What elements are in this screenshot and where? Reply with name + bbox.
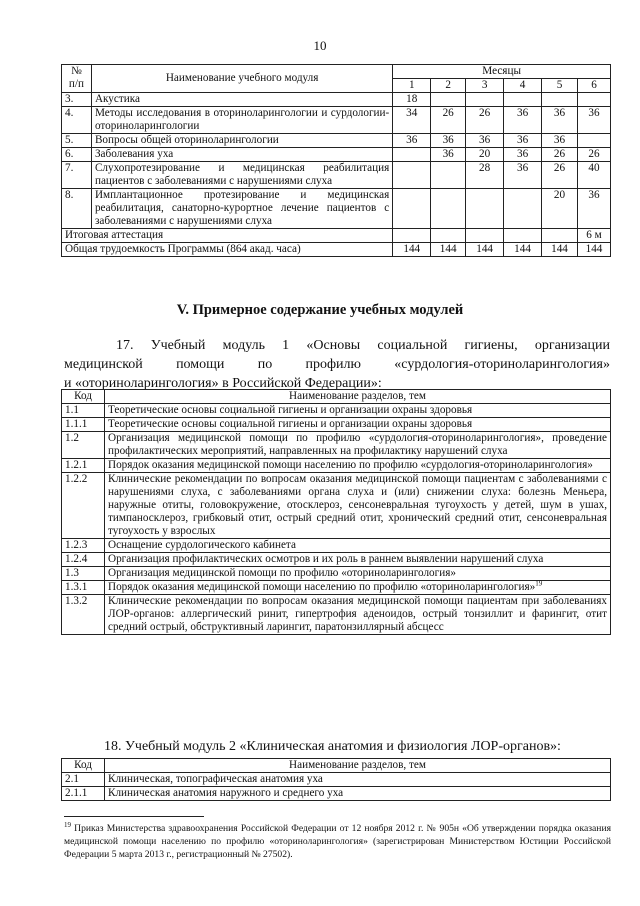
topic-code: 1.2.1 bbox=[62, 459, 105, 473]
table-row bbox=[62, 567, 611, 581]
hours-cell: 26 bbox=[542, 148, 578, 162]
hours-cell: 20 bbox=[542, 189, 578, 229]
hours-cell: 40 bbox=[577, 162, 610, 189]
hours-cell: 36 bbox=[431, 134, 466, 148]
topic-name bbox=[105, 459, 611, 473]
topic-code: 1.1.1 bbox=[62, 418, 105, 432]
hours-cell: 36 bbox=[504, 134, 542, 148]
table-row bbox=[62, 553, 611, 567]
row-number: 5. bbox=[62, 134, 92, 148]
topic-code: 1.3.2 bbox=[62, 595, 105, 635]
module-name: Имплантационное протезирование и медицинская реабилитация, санаторно-курортное лечение пациентов с заболеваниями с нарушениями слуха bbox=[91, 189, 392, 229]
module-schedule-table bbox=[61, 64, 611, 257]
month-header: 2 bbox=[431, 79, 466, 93]
footnote-mark: 19 bbox=[64, 820, 71, 829]
topic-code: 1.2 bbox=[62, 432, 105, 459]
page-number: 10 bbox=[313, 38, 327, 53]
module-name: Вопросы общей оториноларингологии bbox=[91, 134, 392, 148]
hours-cell: 36 bbox=[504, 107, 542, 134]
attestation-row bbox=[62, 229, 611, 243]
footnote bbox=[64, 822, 611, 861]
topic-name bbox=[105, 404, 611, 418]
intro-line: медицинской помощи по профилю «сурдология-оториноларингология» bbox=[64, 357, 610, 372]
footnote-divider bbox=[64, 816, 204, 817]
topic-code: 1.2.4 bbox=[62, 553, 105, 567]
hours-cell: 18 bbox=[393, 93, 431, 107]
footnote-ref: 19 bbox=[535, 579, 543, 588]
hours-cell: 26 bbox=[542, 162, 578, 189]
hours-cell bbox=[393, 148, 431, 162]
header-module-name: Наименование учебного модуля bbox=[91, 65, 392, 93]
hours-cell bbox=[577, 134, 610, 148]
hours-cell: 144 bbox=[393, 243, 431, 257]
hours-cell bbox=[393, 162, 431, 189]
topic-code: 2.1 bbox=[62, 773, 105, 787]
topic-text: Порядок оказания медицинской помощи населению по профилю «сурдология-оториноларингология» bbox=[108, 459, 593, 471]
topic-text: Организация профилактических осмотров и их роль в раннем выявлении нарушений слуха bbox=[108, 553, 544, 565]
row-number: 7. bbox=[62, 162, 92, 189]
hours-cell bbox=[393, 229, 431, 243]
hours-cell bbox=[431, 93, 466, 107]
header-topic-name: Наименование разделов, тем bbox=[105, 390, 611, 404]
topic-name bbox=[105, 595, 611, 635]
hours-cell: 20 bbox=[466, 148, 504, 162]
hours-cell: 36 bbox=[577, 107, 610, 134]
table-row bbox=[62, 162, 611, 189]
table-row bbox=[62, 787, 611, 801]
hours-cell: 26 bbox=[431, 107, 466, 134]
topic-text: Организация медицинской помощи по профилю «оториноларингология» bbox=[108, 567, 456, 579]
topic-name: Клиническая, топографическая анатомия уха bbox=[105, 773, 611, 787]
hours-cell: 36 bbox=[542, 107, 578, 134]
hours-cell: 34 bbox=[393, 107, 431, 134]
table-row bbox=[62, 595, 611, 635]
topic-text: Порядок оказания медицинской помощи населению по профилю «оториноларингология» bbox=[108, 581, 536, 593]
topic-name bbox=[105, 539, 611, 553]
topic-text: Теоретические основы социальной гигиены и организации охраны здоровья bbox=[108, 404, 473, 416]
module1-intro bbox=[64, 336, 610, 393]
hours-cell: 36 bbox=[466, 134, 504, 148]
table-row bbox=[62, 134, 611, 148]
hours-cell: 6 м bbox=[577, 229, 610, 243]
footnote-text: Приказ Министерства здравоохранения Российской Федерации от 12 ноября 2012 г. № 905н «Об утверждении порядка оказания медицинской помощи населению по профилю «оториноларингология» (зарегистрирован Министерством Юстиции Российской Федерации 5 марта 2013 г., регистрационный № 27502). bbox=[64, 823, 611, 860]
hours-cell: 26 bbox=[466, 107, 504, 134]
hours-cell: 36 bbox=[431, 148, 466, 162]
header-topic-name: Наименование разделов, тем bbox=[105, 759, 611, 773]
intro-line: 17. Учебный модуль 1 «Основы социальной гигиены, организации bbox=[116, 338, 610, 353]
hours-cell: 144 bbox=[542, 243, 578, 257]
topic-name bbox=[105, 473, 611, 539]
row-number: 6. bbox=[62, 148, 92, 162]
month-header: 4 bbox=[504, 79, 542, 93]
table-row bbox=[62, 539, 611, 553]
topic-name bbox=[105, 581, 611, 595]
hours-cell bbox=[466, 93, 504, 107]
hours-cell bbox=[466, 189, 504, 229]
row-number: 4. bbox=[62, 107, 92, 134]
topic-code: 1.2.3 bbox=[62, 539, 105, 553]
module-name: Методы исследования в оториноларингологии и сурдологии-оториноларингологии bbox=[91, 107, 392, 134]
intro-line: и «оториноларингология» в Российской Федерации»: bbox=[64, 376, 382, 391]
topic-name: Клиническая анатомия наружного и среднего уха bbox=[105, 787, 611, 801]
module1-topics-table bbox=[61, 389, 611, 635]
month-header: 6 bbox=[577, 79, 610, 93]
hours-cell: 36 bbox=[577, 189, 610, 229]
row-number: 3. bbox=[62, 93, 92, 107]
hours-cell: 28 bbox=[466, 162, 504, 189]
attestation-label: Итоговая аттестация bbox=[62, 229, 393, 243]
total-label: Общая трудоемкость Программы (864 акад. часа) bbox=[62, 243, 393, 257]
table-row bbox=[62, 473, 611, 539]
topic-code: 2.1.1 bbox=[62, 787, 105, 801]
hours-cell bbox=[431, 229, 466, 243]
table-row bbox=[62, 148, 611, 162]
table-row bbox=[62, 459, 611, 473]
topic-name bbox=[105, 553, 611, 567]
hours-cell bbox=[431, 162, 466, 189]
header-code: Код bbox=[62, 759, 105, 773]
hours-cell bbox=[393, 189, 431, 229]
hours-cell: 36 bbox=[393, 134, 431, 148]
hours-cell bbox=[504, 93, 542, 107]
module-name: Заболевания уха bbox=[91, 148, 392, 162]
hours-cell bbox=[466, 229, 504, 243]
table-row bbox=[62, 581, 611, 595]
hours-cell: 36 bbox=[504, 162, 542, 189]
hours-cell: 36 bbox=[542, 134, 578, 148]
hours-cell bbox=[504, 189, 542, 229]
module2-topics-table bbox=[61, 758, 611, 801]
hours-cell bbox=[577, 93, 610, 107]
topic-name bbox=[105, 432, 611, 459]
section-title: V. Примерное содержание учебных модулей bbox=[176, 302, 464, 318]
module-name: Слухопротезирование и медицинская реабилитация пациентов с заболеваниями с нарушениями слуха bbox=[91, 162, 392, 189]
module2-intro: 18. Учебный модуль 2 «Клиническая анатомия и физиология ЛОР-органов»: bbox=[104, 739, 561, 754]
hours-cell: 144 bbox=[577, 243, 610, 257]
hours-cell: 144 bbox=[431, 243, 466, 257]
header-months: Месяцы bbox=[393, 65, 611, 79]
topic-text: Клинические рекомендации по вопросам оказания медицинской помощи пациентам с заболеваниями с нарушениями слуха, с заболеваниями органа слуха и (или) снижении слуха: болезнь Меньера, наружные отиты, головокружение, отосклероз, сенсоневральная тугоухость у детей, шум в ушах, тимпаносклероз, грибковый отит, острый средний отит, хронический средний отит, сенсоневральная тугоухость у взрослых bbox=[108, 473, 607, 537]
table-row bbox=[62, 432, 611, 459]
topic-text: Теоретические основы социальной гигиены и организации охраны здоровья bbox=[108, 418, 473, 430]
topic-code: 1.3.1 bbox=[62, 581, 105, 595]
hours-cell bbox=[431, 189, 466, 229]
month-header: 5 bbox=[542, 79, 578, 93]
hours-cell: 36 bbox=[504, 148, 542, 162]
topic-name bbox=[105, 418, 611, 432]
topic-code: 1.1 bbox=[62, 404, 105, 418]
row-number: 8. bbox=[62, 189, 92, 229]
topic-text: Организация медицинской помощи по профилю «сурдология-оториноларингология», проведение профилактических мероприятий, направленных на профилактику нарушений слуха bbox=[108, 432, 607, 457]
month-header: 3 bbox=[466, 79, 504, 93]
hours-cell bbox=[504, 229, 542, 243]
table-row bbox=[62, 189, 611, 229]
hours-cell: 144 bbox=[466, 243, 504, 257]
total-row bbox=[62, 243, 611, 257]
table-row bbox=[62, 773, 611, 787]
table-row bbox=[62, 93, 611, 107]
month-header: 1 bbox=[393, 79, 431, 93]
header-num: № п/п bbox=[62, 65, 92, 93]
topic-text: Оснащение сурдологического кабинета bbox=[108, 539, 296, 551]
hours-cell bbox=[542, 93, 578, 107]
hours-cell bbox=[542, 229, 578, 243]
hours-cell: 26 bbox=[577, 148, 610, 162]
topic-text: Клинические рекомендации по вопросам оказания медицинской помощи пациентам при заболеваниях ЛОР-органов: аллергический ринит, гипертрофия аденоидов, острый тонзиллит и фарингит, отит средний острый, обструктивный ларингит, паратонзиллярный абсцесс bbox=[108, 595, 607, 633]
header-code: Код bbox=[62, 390, 105, 404]
table-row bbox=[62, 107, 611, 134]
topic-code: 1.3 bbox=[62, 567, 105, 581]
module-name: Акустика bbox=[91, 93, 392, 107]
topic-code: 1.2.2 bbox=[62, 473, 105, 539]
hours-cell: 144 bbox=[504, 243, 542, 257]
table-row bbox=[62, 418, 611, 432]
table-row bbox=[62, 404, 611, 418]
